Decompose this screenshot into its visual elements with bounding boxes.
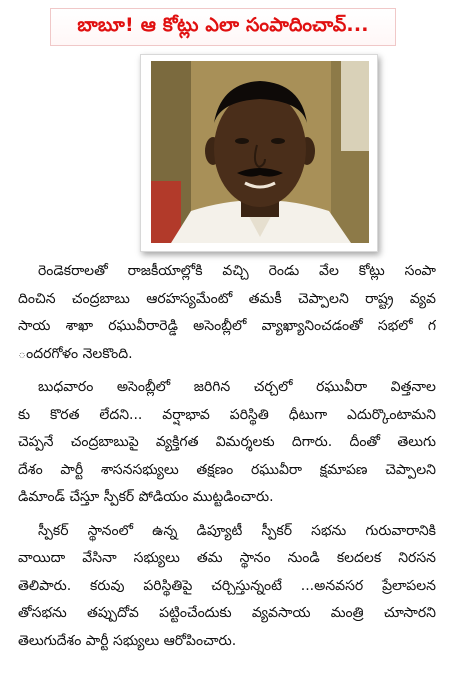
text-line: దించిన చంద్రబాబు ఆరహస్యమేంటో తమకీ చెప్పాలని రాష్ట్ర వ్యవ bbox=[18, 290, 436, 307]
text-line: వాయిదా వేసినా సభ్యులు తమ స్థానం నుండి కలదలక నిరసన bbox=[18, 550, 436, 566]
text-line: రెండెకరాలతో రాజకీయాల్లోకి వచ్చి రెండు వేల కోట్లు సంపా bbox=[38, 263, 436, 279]
paragraph-2 bbox=[18, 374, 436, 512]
text-line: స్పీకర్ స్థానంలో ఉన్న డిప్యూటీ స్పీకర్ సభను గురువారానికి bbox=[38, 522, 436, 539]
headline-box bbox=[50, 8, 396, 46]
text-line: తెలిపారు. కరువు పరిస్థితిపై చర్చిస్తున్నంటే ...అనవసర ప్రేలాపలన bbox=[18, 577, 436, 594]
portrait-illustration bbox=[151, 61, 369, 243]
text-line: దేశం పార్టీ శాసనసభ్యులు తక్షణం రఘువీరా క్షమాపణ చెప్పాలని bbox=[18, 461, 436, 478]
photo-frame bbox=[140, 54, 378, 252]
text-line: బుధవారం అసెంబ్లీలో జరిగిన చర్చలో రఘువీరా విత్తనాల bbox=[38, 379, 436, 395]
text-line: సాయ శాఖా రఘువీరారెడ్డి అసెంబ్లీలో వ్యాఖ్యానించడంతో సభలో గ bbox=[18, 318, 436, 334]
text-line: కు కొరత లేదని... వర్షాభావ పరిస్థితి ధీటుగా ఎదుర్కొంటామని bbox=[18, 406, 436, 423]
portrait-photo bbox=[151, 61, 369, 243]
text-line: చెప్పనే చంద్రబాబుపై వ్యక్తిగత విమర్శలకు దిగారు. దీంతో తెలుగు bbox=[18, 434, 436, 450]
paragraph-3 bbox=[18, 518, 436, 656]
text-line: ందరగోళం నెలకొంది. bbox=[18, 345, 133, 362]
article-body bbox=[18, 258, 436, 661]
text-line: తోసభను తప్పుదోవ పట్టించేందుకు వ్యవసాయ మంత్రి చూసారని bbox=[18, 605, 436, 621]
headline: బాబూ! ఆ కోట్లు ఎలా సంపాదించావ్... bbox=[77, 13, 369, 36]
paragraph-1 bbox=[18, 258, 436, 368]
text-line: తెలుగుదేశం పార్టీ సభ్యులు ఆరోపించారు. bbox=[18, 632, 237, 649]
text-line: డిమాండ్ చేస్తూ స్పీకర్ పోడియం ముట్టడించారు. bbox=[18, 489, 274, 505]
